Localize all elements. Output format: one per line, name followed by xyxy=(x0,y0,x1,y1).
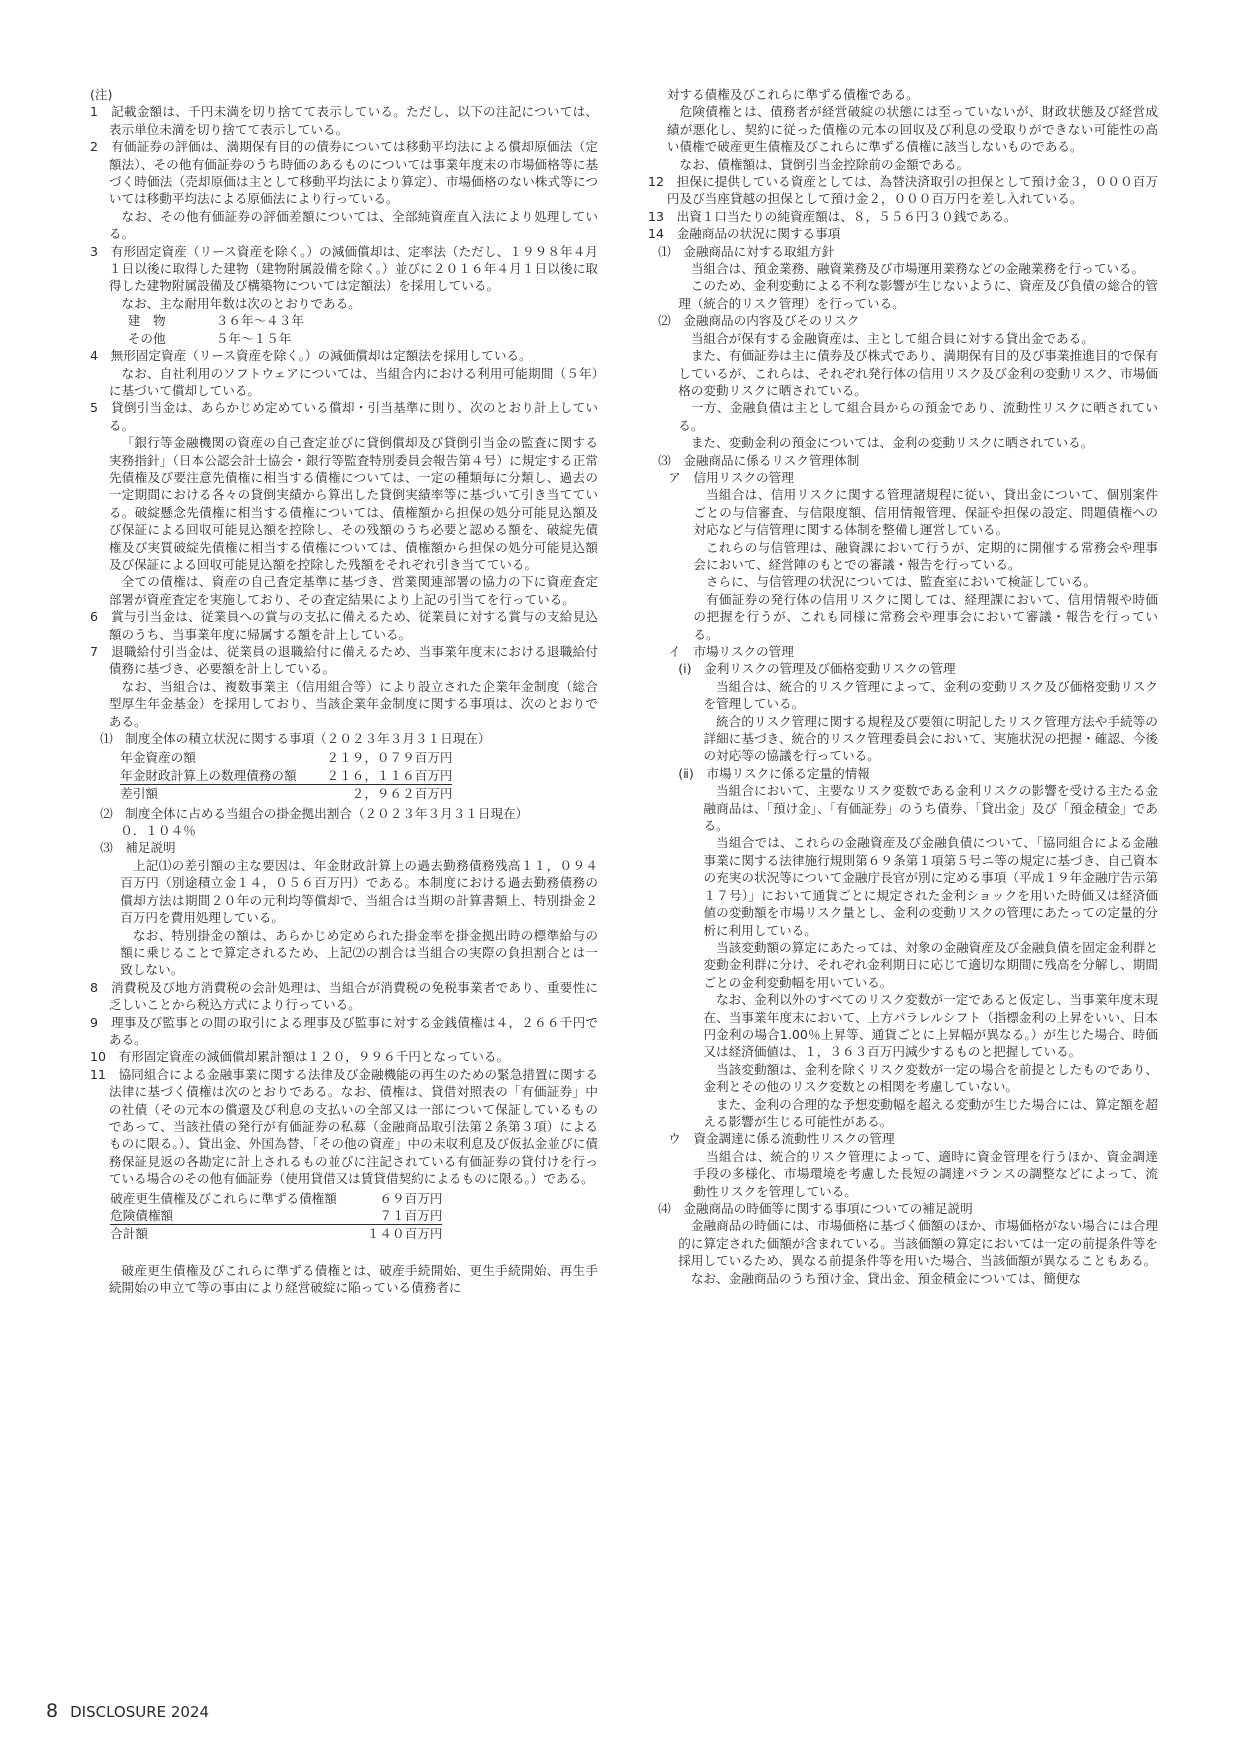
left-column xyxy=(90,86,598,1297)
useful-life-value: ３６年～４３年 xyxy=(215,313,304,329)
note-11-danger-claims: 危険債権とは、債務者が経営破綻の状態には至っていないが、財政状態及び経営成績が悪化し、契約に従った債権の元本の回収及び利息の受取りができない可能性の高い債権で破産更生債権及びこれらに準ずる債権に該当しないものである。 xyxy=(666,104,1158,155)
credit-risk-text-2: これらの与信管理は、融資課において行うが、定期的に開催する常務会や理事会において、経営陣のもとでの審議・報告を行っている。 xyxy=(693,539,1158,572)
section-2-text-4: また、変動金利の預金については、金利の変動リスクに晒されている。 xyxy=(690,435,1094,451)
note-8: 8 消費税及び地方消費税の会計処理は、当組合が消費税の免税事業者であり、重要性に乏しいことから税込方式により行っている。 xyxy=(90,979,598,1013)
section-3-heading: ⑶ 金融商品に係るリスク管理体制 xyxy=(658,452,860,468)
table-row xyxy=(120,749,452,766)
note-4: 4 無形固定資産（リース資産を除く。）の減価償却は定額法を採用している。 xyxy=(90,348,532,364)
table-value: １４０百万円 xyxy=(366,1226,443,1242)
section-4-heading: ⑷ 金融商品の時価等に関する事項についての補足説明 xyxy=(658,1201,973,1216)
note-label: (注) xyxy=(90,87,113,102)
useful-life-row xyxy=(128,330,598,347)
table-value: ２１６，１１６百万円 xyxy=(297,767,453,785)
note-1: 1 記載金額は、千円未満を切り捨てて表示している。ただし、以下の注記については、表示単位未満を切り捨てて表示している。 xyxy=(90,104,598,137)
table-row xyxy=(110,1207,442,1225)
note-7-sub-3-detail: 上記⑴の差引額の主な要因は、年金財政計算上の過去勤務債務残高１１，０９４百万円（別途積立金１４，０５６百万円）である。本制度における過去勤務債務の償却方法は期間２０年の元利均等償却で、当組合は当期の計算書類上、特別掛金２百万円を費用処理している。 xyxy=(120,857,598,926)
note-7: 7 退職給付引当金は、従業員の退職給付に備えるため、当事業年度末における退職給付債務に基づき、必要額を計上している。 xyxy=(90,644,598,677)
note-5-detail: 「銀行等金融機関の資産の自己査定並びに貸倒償却及び貸倒引当金の監査に関する実務指針」（日本公認会計士協会・銀行等監査特別委員会報告第４号）に規定する正常先債権及び要注意先債権に相当する債権については、一定の種類毎に分類し、過去の一定期間における各々の貸倒実績から算出した貸倒実績率等に基づいて引き当てている。破綻懸念先債権に相当する債権については、債権額から担保の処分可能見込額及び保証による回収可能見込額を控除し、その残額のうち必要と認める額を、破綻先債権及び実質破綻先債権に相当する債権については、債権額から担保の処分可能見込額及び保証による回収可能見込額を控除した残額をそれぞれ引き当てている。 xyxy=(108,435,598,572)
market-risk-heading: イ 市場リスクの管理 xyxy=(668,644,794,659)
table-row xyxy=(120,785,452,803)
quantitative-info-text-5: 当該変動額は、金利を除くリスク変数が一定の場合を前提としたものであり、金利とその他のリスク変数との相関を考慮していない。 xyxy=(703,1061,1158,1095)
quantitative-info-text-6: また、金利の合理的な予想変動幅を超える変動が生じた場合には、算定額を超える影響が生じる可能性がある。 xyxy=(703,1096,1158,1129)
table-key: 危険債権額 xyxy=(110,1207,337,1225)
table-value: ２１９，０７９百万円 xyxy=(326,750,453,766)
table-key: 差引額 xyxy=(120,786,159,802)
section-4-text-2: なお、金融商品のうち預け金、貸出金、預金積金については、簡便な xyxy=(690,1270,1081,1286)
quantitative-info-text: 当組合において、主要なリスク変数である金利リスクの影響を受ける主たる金融商品は、「預け金」、「有価証券」のうち債券、「貸出金」及び「預金積金」である。 xyxy=(703,783,1158,834)
note-7-sub-1: ⑴ 制度全体の積立状況に関する事項（２０２３年３月３１日現在） xyxy=(100,731,491,747)
useful-life-value: ５年～１５年 xyxy=(215,330,292,346)
note-2-detail: なお、その他有価証券の評価差額については、全部純資産直入法により処理している。 xyxy=(108,208,598,242)
table-key: 破産更生債権及びこれらに準ずる債権額 xyxy=(110,1190,337,1206)
table-value: ６９百万円 xyxy=(379,1190,443,1206)
table-key: 年金資産の額 xyxy=(120,750,196,766)
interest-risk-heading: (ⅰ) 金利リスクの管理及び価格変動リスクの管理 xyxy=(678,661,956,677)
note-7-sub-2: ⑵ 制度全体に占める当組合の掛金拠出割合（２０２３年３月３１日現在） xyxy=(100,805,529,821)
note-7-sub-3: ⑶ 補足説明 xyxy=(100,840,176,856)
note-14: 14 金融商品の状況に関する事項 xyxy=(648,226,841,242)
note-4-detail: なお、自社利用のソフトウェアについては、当組合内における利用可能期間（５年）に基づいて償却している。 xyxy=(108,365,598,398)
note-11: 11 協同組合による金融事業に関する法律及び金融機能の再生のための緊急措置に関する法律に基づく債権は次のとおりである。なお、債権は、貸借対照表の「有価証券」中の社債（その元本の償還及び利息の支払いの全部又は一部について保証しているものであって、当該社債の発行が有価証券の私募（金融商品取引法第２条第３項）によるものに限る。）、貸出金、外国為替、「その他の資産」中の未収利息及び仮払金並びに債務保証見返の各勘定に計上されるもの並びに注記されている有価証券の貸付けを行っている場合のその他有価証券（使用貸借又は賃貸借契約によるものに限る。）である。 xyxy=(90,1066,598,1187)
table-row xyxy=(120,767,452,785)
liquidity-risk-heading: ウ 資金調達に係る流動性リスクの管理 xyxy=(668,1131,895,1147)
section-2-text-3: 一方、金融負債は主として組合員からの預金であり、流動性リスクに晒されている。 xyxy=(678,400,1158,433)
page-number: 8 xyxy=(46,1700,59,1722)
section-1-text-2: このため、金利変動による不利な影響が生じないように、資産及び負債の総合的管理（統合的リスク管理）を行っている。 xyxy=(678,278,1158,311)
pension-fund-table xyxy=(120,749,452,802)
table-key: 合計額 xyxy=(110,1226,148,1242)
right-column xyxy=(648,86,1158,1287)
note-11-remark: なお、債権額は、貸倒引当金控除前の金額である。 xyxy=(679,156,970,172)
useful-life-key: 建 物 xyxy=(127,313,166,329)
useful-life-row xyxy=(128,312,598,329)
quantitative-info-heading: (ⅱ) 市場リスクに係る定量的情報 xyxy=(678,765,870,781)
page-footer xyxy=(46,1700,209,1722)
note-6: 6 賞与引当金は、従業員への賞与の支払に備えるため、従業員に対する賞与の支給見込額のうち、当事業年度に帰属する額を計上している。 xyxy=(90,609,598,642)
note-3-detail: なお、主な耐用年数は次のとおりである。 xyxy=(121,295,361,311)
note-11-detail: 破産更生債権及びこれらに準ずる債権とは、破産手続開始、更生手続開始、再生手続開始の申立て等の事由により経営破綻に陥っている債務者に xyxy=(108,1262,598,1296)
note-7-sub-2-value: ０．１０４％ xyxy=(120,823,196,839)
note-3: 3 有形固定資産（リース資産を除く。）の減価償却は、定率法（ただし、１９９８年４月１日以後に取得した建物（建物附属設備を除く。）並びに２０１６年４月１日以後に取得した建物附属設備及び構築物については定額法）を採用している。 xyxy=(90,243,598,294)
table-value: ２，９６２百万円 xyxy=(351,786,453,802)
credit-risk-text-4: 有価証券の発行体の信用リスクに関しては、経理課において、信用情報や時価の把握を行うが、これも同様に常務会や理事会において審議・報告を行っている。 xyxy=(693,591,1158,642)
liquidity-risk-text: 当組合は、統合的リスク管理によって、適時に資金管理を行うほか、資金調達手段の多様化、市場環境を考慮した長短の調達バランスの調整などによって、流動性リスクを管理している。 xyxy=(693,1148,1158,1199)
note-7-detail: なお、当組合は、複数事業主（信用組合等）により設立された企業年金制度（総合型厚生年金基金）を採用しており、当該企業年金制度に関する事項は、次のとおりである。 xyxy=(108,678,598,729)
note-9: 9 理事及び監事との間の取引による理事及び監事に対する金銭債権は４，２６６千円である。 xyxy=(90,1014,598,1047)
section-1-text: 当組合は、預金業務、融資業務及び市場運用業務などの金融業務を行っている。 xyxy=(690,261,1145,277)
note-2: 2 有価証券の評価は、満期保有目的の債券については移動平均法による償却原価法（定額法）、その他有価証券のうち時価のあるものについては事業年度末の市場価格等に基づく時価法（売却原価は主として移動平均法により算定）、市場価格のない株式等については移動平均法による原価法により行っている。 xyxy=(90,139,598,207)
interest-risk-text-2: 統合的リスク管理に関する規程及び要領に明記したリスク管理方法や手続等の詳細に基づき、統合的リスク管理委員会において、実施状況の把握・確認、今後の対応等の協議を行っている。 xyxy=(703,713,1158,764)
table-value: ７１百万円 xyxy=(337,1207,443,1225)
table-key: 年金財政計算上の数理債務の額 xyxy=(120,767,297,783)
interest-risk-text: 当組合は、統合的リスク管理によって、金利の変動リスク及び価格変動リスクを管理している。 xyxy=(703,678,1158,712)
note-7-sub-3-detail-2: なお、特別掛金の額は、あらかじめ定められた掛金率を掛金拠出時の標準給与の額に乗じることで算定されるため、上記⑵の割合は当組合の実際の負担割合とは一致しない。 xyxy=(120,927,598,978)
quantitative-info-text-2: 当組合では、これらの金融資産及び金融負債について、「協同組合による金融事業に関する法律施行規則第６９条第１項第５号ニ等の規定に基づき、自己資本の充実の状況等について金融庁長官が別に定める事項（平成１９年金融庁告示第１７号）」において通貨ごとに規定された金利ショックを用いた時価又は経済価値の変動額を市場リスク量とし、金利の変動リスクの管理にあたっての定量的分析に利用している。 xyxy=(703,835,1158,938)
useful-life-key: その他 xyxy=(127,330,166,346)
section-2-text: 当組合が保有する金融資産は、主として組合員に対する貸出金である。 xyxy=(690,330,1094,346)
credit-risk-text: 当組合は、信用リスクに関する管理諸規程に従い、貸出金について、個別案件ごとの与信審査、与信限度額、信用情報管理、保証や担保の設定、問題債権への対応など与信管理に関する体制を整備し運営している。 xyxy=(693,487,1158,538)
note-12: 12 担保に提供している資産としては、為替決済取引の担保として預け金３，０００百万円及び当座貸越の担保として預け金２，０００百万円を差し入れている。 xyxy=(648,174,1158,207)
note-5: 5 貸倒引当金は、あらかじめ定めている償却・引当基準に則り、次のとおり計上している。 xyxy=(90,400,598,433)
quantitative-info-text-3: 当該変動額の算定にあたっては、対象の金融資産及び金融負債を固定金利群と変動金利群に分け、それぞれ金利期日に応じて適切な期間に残高を分解し、期間ごとの金利変動幅を用いている。 xyxy=(703,939,1158,990)
footer-title: DISCLOSURE 2024 xyxy=(70,1703,210,1721)
useful-life-list xyxy=(128,312,598,347)
quantitative-info-text-4: なお、金利以外のすべてのリスク変数が一定であると仮定し、当事業年度末現在、当事業年度末において、上方パラレルシフト（指標金利の上昇をいい、日本円金利の場合1.00％上昇等、通貨ごとに上昇幅が異なる。）が生じた場合、時価又は経済価値は、１，３６３百万円減少するものと把握している。 xyxy=(703,992,1158,1060)
credit-risk-text-3: さらに、与信管理の状況については、監査室において検証している。 xyxy=(705,574,1097,590)
table-row xyxy=(110,1225,442,1243)
section-2-text-2: また、有価証券は主に債券及び株式であり、満期保有目的及び事業推進目的で保有しているが、これらは、それぞれ発行体の信用リスク及び金利の変動リスク、市場価格の変動リスクに晒されている。 xyxy=(678,348,1158,398)
claims-table xyxy=(110,1190,442,1243)
section-4-text: 金融商品の時価には、市場価格に基づく価額のほか、市場価格がない場合には合理的に算定された価額が含まれている。当該価額の算定においては一定の前提条件等を採用しているため、異なる前提条件等を用いた場合、当該価額が異なることもある。 xyxy=(678,1218,1158,1269)
note-5-detail-2: 全ての債権は、資産の自己査定基準に基づき、営業関連部署の協力の下に資産査定部署が資産査定を実施しており、その査定結果により上記の引当てを行っている。 xyxy=(108,574,598,607)
note-10: 10 有形固定資産の減価償却累計額は１２０，９９６千円となっている。 xyxy=(90,1049,510,1065)
credit-risk-heading: ア 信用リスクの管理 xyxy=(668,469,794,485)
section-1-heading: ⑴ 金融商品に対する取組方針 xyxy=(658,243,835,259)
section-2-heading: ⑵ 金融商品の内容及びそのリスク xyxy=(658,313,860,329)
table-row xyxy=(110,1190,442,1207)
note-13: 13 出資１口当たりの純資産額は、８，５５６円３０銭である。 xyxy=(648,208,1017,224)
note-11-continued: 対する債権及びこれらに準ずる債権である。 xyxy=(666,87,919,102)
